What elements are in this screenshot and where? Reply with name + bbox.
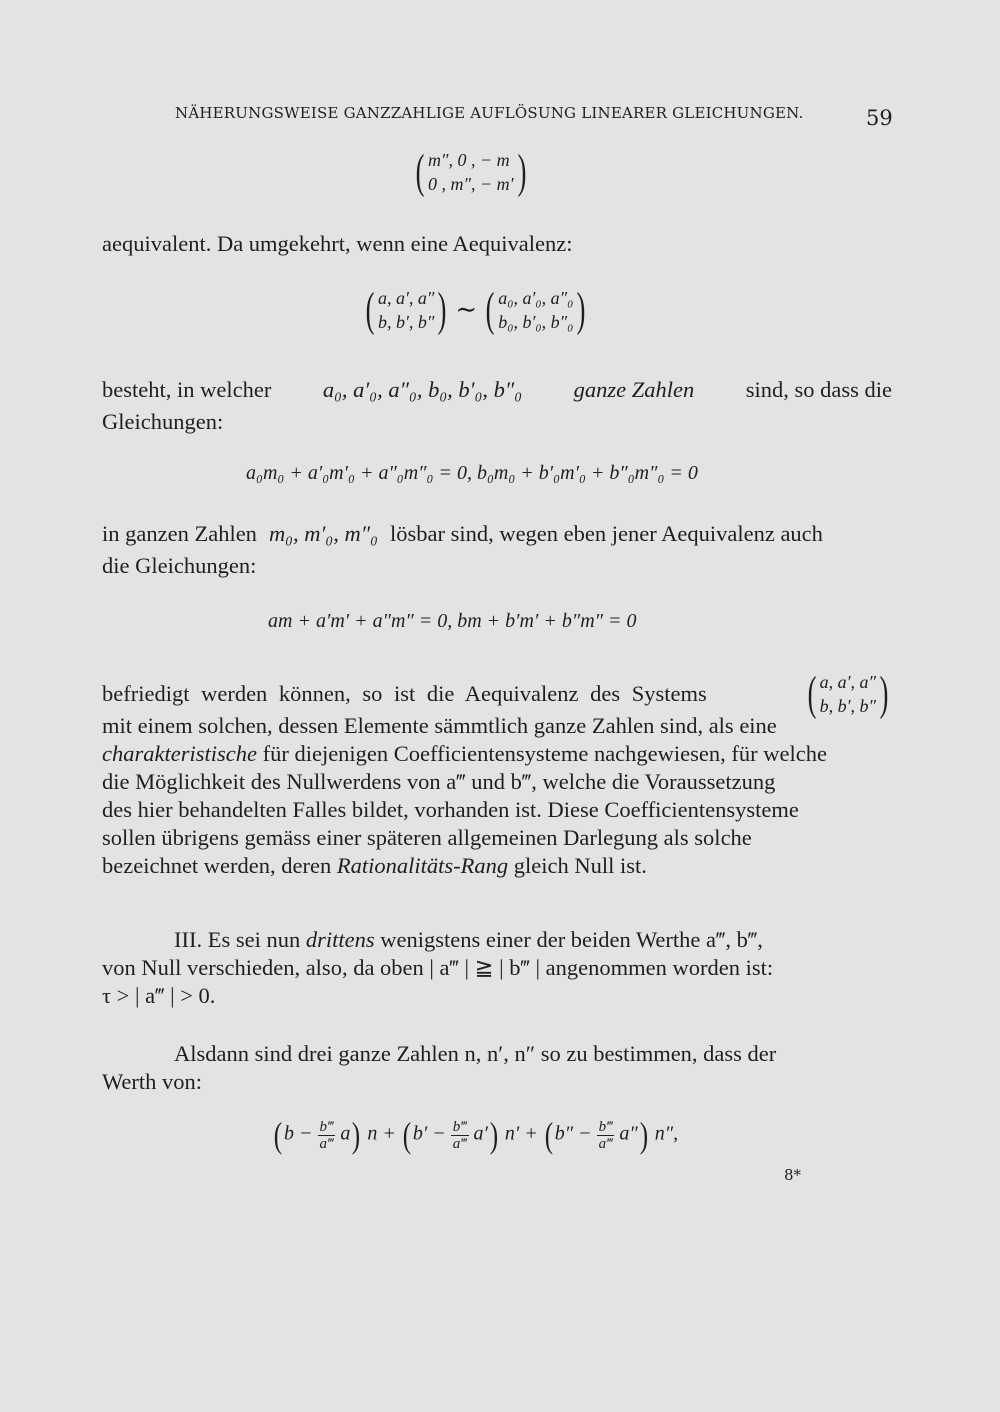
matrix-left <box>378 286 434 334</box>
emphasis: charakteristische <box>102 741 257 766</box>
paragraph-alsdann <box>102 1040 892 1096</box>
text: lösbar sind, wegen eben jener Aequivalenz auch <box>389 521 823 546</box>
page-number: 59 <box>866 106 893 130</box>
text: III. Es sei nun <box>174 927 301 952</box>
term: b − <box>284 1122 313 1145</box>
emphasis: Rationalitäts-Rang <box>336 853 509 878</box>
paragraph-drittens <box>102 926 892 1010</box>
matrix-row-1: m″, 0 , − m <box>427 150 510 170</box>
matrix-body <box>820 670 876 718</box>
numerator: b‴ <box>452 1118 467 1135</box>
text: gleich Null ist. <box>513 853 647 878</box>
text: für diejenigen Coefficientensysteme nachgewiesen, für welche <box>262 741 827 766</box>
term: a <box>340 1122 351 1145</box>
equation-zero-subscripted: a₀m₀ + a′₀m′₀ + a″₀m″₀ = 0, b₀m₀ + b′₀m′₀ + b″₀m″₀ = 0 <box>246 462 698 484</box>
text: τ > | a‴ | > 0. <box>102 983 216 1008</box>
matrix-right <box>498 286 573 334</box>
fraction <box>451 1119 469 1152</box>
right-paren: ) <box>489 1115 499 1155</box>
emphasis: ganze Zahlen <box>573 377 695 402</box>
text: bezeichnet werden, deren <box>102 853 332 878</box>
matrix-right-row-2: b₀, b′₀, b″₀ <box>498 312 574 332</box>
text: Gleichungen: <box>102 409 224 434</box>
right-paren: ) <box>577 283 586 336</box>
denominator: a‴ <box>319 1135 334 1152</box>
term: n′ + <box>504 1122 538 1145</box>
denominator: a‴ <box>452 1135 467 1152</box>
line <box>102 740 902 768</box>
right-paren: ) <box>517 145 526 198</box>
term: b″ − <box>554 1122 592 1145</box>
text: sind, so dass die <box>745 377 892 402</box>
fraction <box>597 1119 615 1152</box>
denominator: a‴ <box>598 1135 613 1152</box>
text: die Gleichungen: <box>102 553 257 578</box>
paragraph-ganzen-zahlen <box>102 520 892 580</box>
term: b′ − <box>412 1122 446 1145</box>
text: in ganzen Zahlen <box>102 521 257 546</box>
variables: m₀, m′₀, m″₀ <box>268 521 378 546</box>
term: n + <box>367 1122 396 1145</box>
system-matrix <box>804 667 892 720</box>
text: die Möglichkeit des Nullwerdens von a‴ und b‴, welche die Voraussetzung <box>102 769 776 794</box>
final-expression <box>272 1114 678 1156</box>
right-paren: ) <box>352 1115 361 1155</box>
text: Alsdann sind drei ganze Zahlen n, n′, n″ so zu bestimmen, dass der <box>174 1041 777 1066</box>
paragraph-befriedigt <box>102 667 902 880</box>
line <box>102 520 892 548</box>
matrix-row-2: 0 , m″, − m′ <box>427 174 514 194</box>
right-paren: ) <box>438 283 447 336</box>
term: n″, <box>654 1122 679 1145</box>
paragraph-besteht <box>102 376 892 436</box>
text: des hier behandelten Falles bildet, vorhanden ist. Diese Coefficientensysteme <box>102 797 799 822</box>
left-paren: ( <box>273 1115 283 1155</box>
right-paren: ) <box>879 667 889 720</box>
matrix-left-row-2: b, b′, b″ <box>377 312 435 332</box>
left-paren: ( <box>807 667 816 720</box>
left-paren: ( <box>485 283 495 336</box>
signature-mark: 8* <box>784 1166 802 1184</box>
text: von Null verschieden, also, da oben | a‴ | ≧ | b‴ | angenommen worden ist: <box>102 955 774 980</box>
text: Werth von: <box>102 1069 203 1094</box>
numerator: b‴ <box>319 1118 334 1135</box>
line <box>102 667 892 720</box>
left-paren: ( <box>365 283 375 336</box>
matrix-top <box>412 145 530 198</box>
line <box>102 926 892 954</box>
variables: a₀, a′₀, a″₀, b₀, b′₀, b″₀ <box>322 377 523 402</box>
left-paren: ( <box>415 145 425 198</box>
numerator: b‴ <box>598 1118 613 1135</box>
matrix-row-2: b, b′, b″ <box>819 696 877 716</box>
running-header: NÄHERUNGSWEISE GANZZAHLIGE AUFLÖSUNG LINEARER GLEICHUNGEN. <box>175 104 804 122</box>
line <box>102 852 902 880</box>
text: mit einem solchen, dessen Elemente sämmtlich ganze Zahlen sind, als eine <box>102 713 777 738</box>
right-paren: ) <box>639 1115 648 1155</box>
matrix-left-row-1: a, a′, a″ <box>377 288 435 308</box>
text: wenigstens einer der beiden Werthe a‴, b‴, <box>380 927 763 952</box>
fraction <box>318 1119 336 1152</box>
left-paren: ( <box>544 1115 553 1155</box>
text: besteht, in welcher <box>102 377 272 402</box>
paragraph-aequivalent: aequivalent. Da umgekehrt, wenn eine Aequivalenz: <box>102 231 573 256</box>
line <box>102 376 892 404</box>
matrix-body <box>428 148 514 196</box>
text: sollen übrigens gemäss einer späteren allgemeinen Darlegung als solche <box>102 825 752 850</box>
text: befriedigt werden können, so ist die Aequivalenz des Systems <box>102 681 707 706</box>
matrix-right-row-1: a₀, a′₀, a″₀ <box>498 288 574 308</box>
left-paren: ( <box>402 1115 412 1155</box>
term: a″ <box>619 1122 638 1145</box>
equivalence-sign: ∼ <box>455 295 478 324</box>
term: a′ <box>473 1122 488 1145</box>
equivalence-formula <box>362 283 589 336</box>
equation-zero-plain: am + a′m′ + a″m″ = 0, bm + b′m′ + b″m″ = 0 <box>268 610 637 632</box>
emphasis: drittens <box>305 927 375 952</box>
matrix-row-1: a, a′, a″ <box>819 672 877 692</box>
